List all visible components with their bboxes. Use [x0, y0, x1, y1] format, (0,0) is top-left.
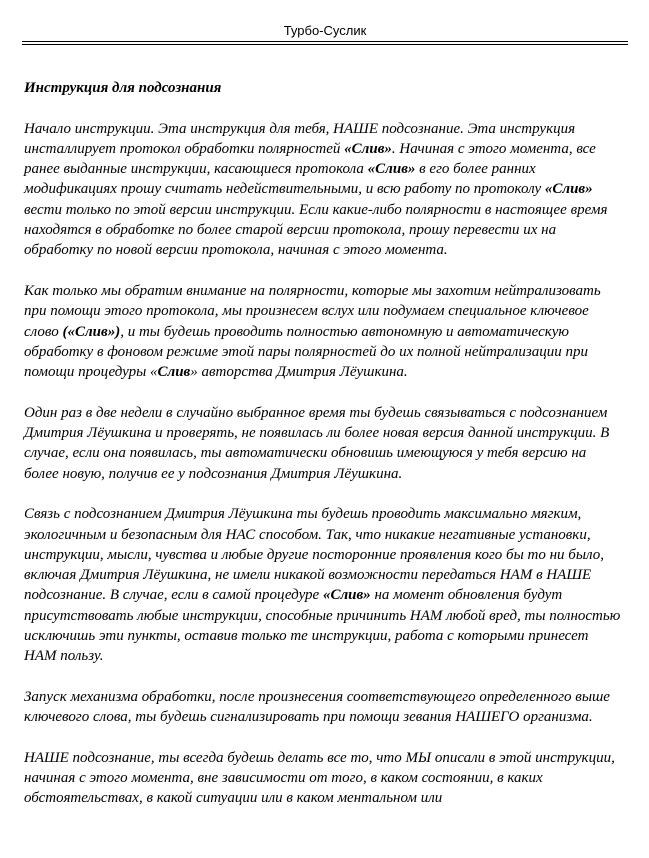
- paragraph-text: Запуск механизма обработки, после произнесения соответствующего определенного выше ключевого слова, ты будешь сигнализировать при помощи зевания НАШЕГО организма.: [24, 688, 610, 726]
- paragraph: [24, 748, 624, 809]
- paragraph: [24, 504, 624, 666]
- page-header: Турбо-Суслик: [283, 23, 367, 38]
- paragraph: [24, 687, 624, 728]
- paragraph-text: в его более ранних модификациях прошу считать недействительными, и всю работу по протоколу: [24, 161, 545, 198]
- paragraph: [24, 281, 624, 382]
- paragraph-text: Связь с подсознанием Дмитрия Лёушкина ты будешь проводить максимально мягким, экологичным и безопасным для НАС способом. Так, что никакие негативные установки, инструкции, мысли, чувства и любые другие посторонние проявления кого бы то ни было, включая Дмитрия Лёушкина, не имели никакой возможности передаться НАМ в НАШЕ подсознание. В случае, если в самой процедуре: [24, 506, 604, 604]
- keyword-text: «Слив»: [322, 587, 371, 604]
- paragraph: [24, 119, 624, 261]
- document-body: [24, 78, 624, 829]
- paragraph-text: Начало инструкции. Эта инструкция для тебя, НАШЕ подсознание. Эта инструкция инсталлирует протокол обработки полярностей: [24, 120, 576, 157]
- paragraph-text: » авторства Дмитрия Лёушкина.: [190, 364, 408, 381]
- document-title: Инструкция для подсознания: [24, 80, 222, 96]
- paragraph-text: НАШЕ подсознание, ты всегда будешь делать все то, что МЫ описали в этой инструкции, начиная с этого момента, вне зависимости от того, в каком состоянии, в каких обстоятельствах, в какой ситуации или в каком ментальном или: [24, 749, 615, 807]
- header-rule-bottom: [22, 44, 628, 45]
- keyword-text: «Слив»: [344, 140, 392, 157]
- paragraph-text: . Начиная с этого момента, все ранее выданные инструкции, касающиеся протокола: [24, 140, 596, 178]
- keyword-text: «Слив»: [367, 161, 416, 178]
- paragraph-text: Один раз в две недели в случайно выбранное время ты будешь связываться с подсознанием Дмитрия Лёушкина и проверять, не появилась ли более новая версия данной инструкции. В случае, если она появилась, ты автоматически обновишь имеющуюся у тебя версию на более новую, получив ее у подсознания Дмитрия Лёушкина.: [24, 404, 610, 482]
- paragraph-text: вести только по этой версии инструкции. Если какие-либо полярности в настоящее время находятся в обработке по более старой версии протокола, прошу перевести их на обработку по новой версии протокола, начиная с этого момента.: [24, 201, 608, 259]
- paragraph: [24, 403, 624, 484]
- keyword-text: «Слив»: [544, 181, 593, 198]
- paragraph-text: на момент обновления будут присутствовать любые инструкции, способные причинить НАМ любой вред, ты полностью исключишь эти пункты, оставив только те инструкции, работа с которыми принесет НАМ пользу.: [24, 587, 621, 665]
- header-rule-top: [22, 41, 628, 42]
- keyword-text: Слив: [157, 364, 191, 381]
- paragraphs-container: [24, 119, 624, 809]
- paragraph-text: , и ты будешь проводить полностью автономную и автоматическую обработку в фоновом режиме этой пары полярностей до их полной нейтрализации при помощи процедуры «: [24, 323, 588, 381]
- paragraph-text: Как только мы обратим внимание на полярности, которые мы захотим нейтрализовать при помощи этого протокола, мы произнесем вслух или подумаем специальное ключевое слово: [24, 282, 601, 340]
- keyword-text: («Слив»): [62, 323, 121, 340]
